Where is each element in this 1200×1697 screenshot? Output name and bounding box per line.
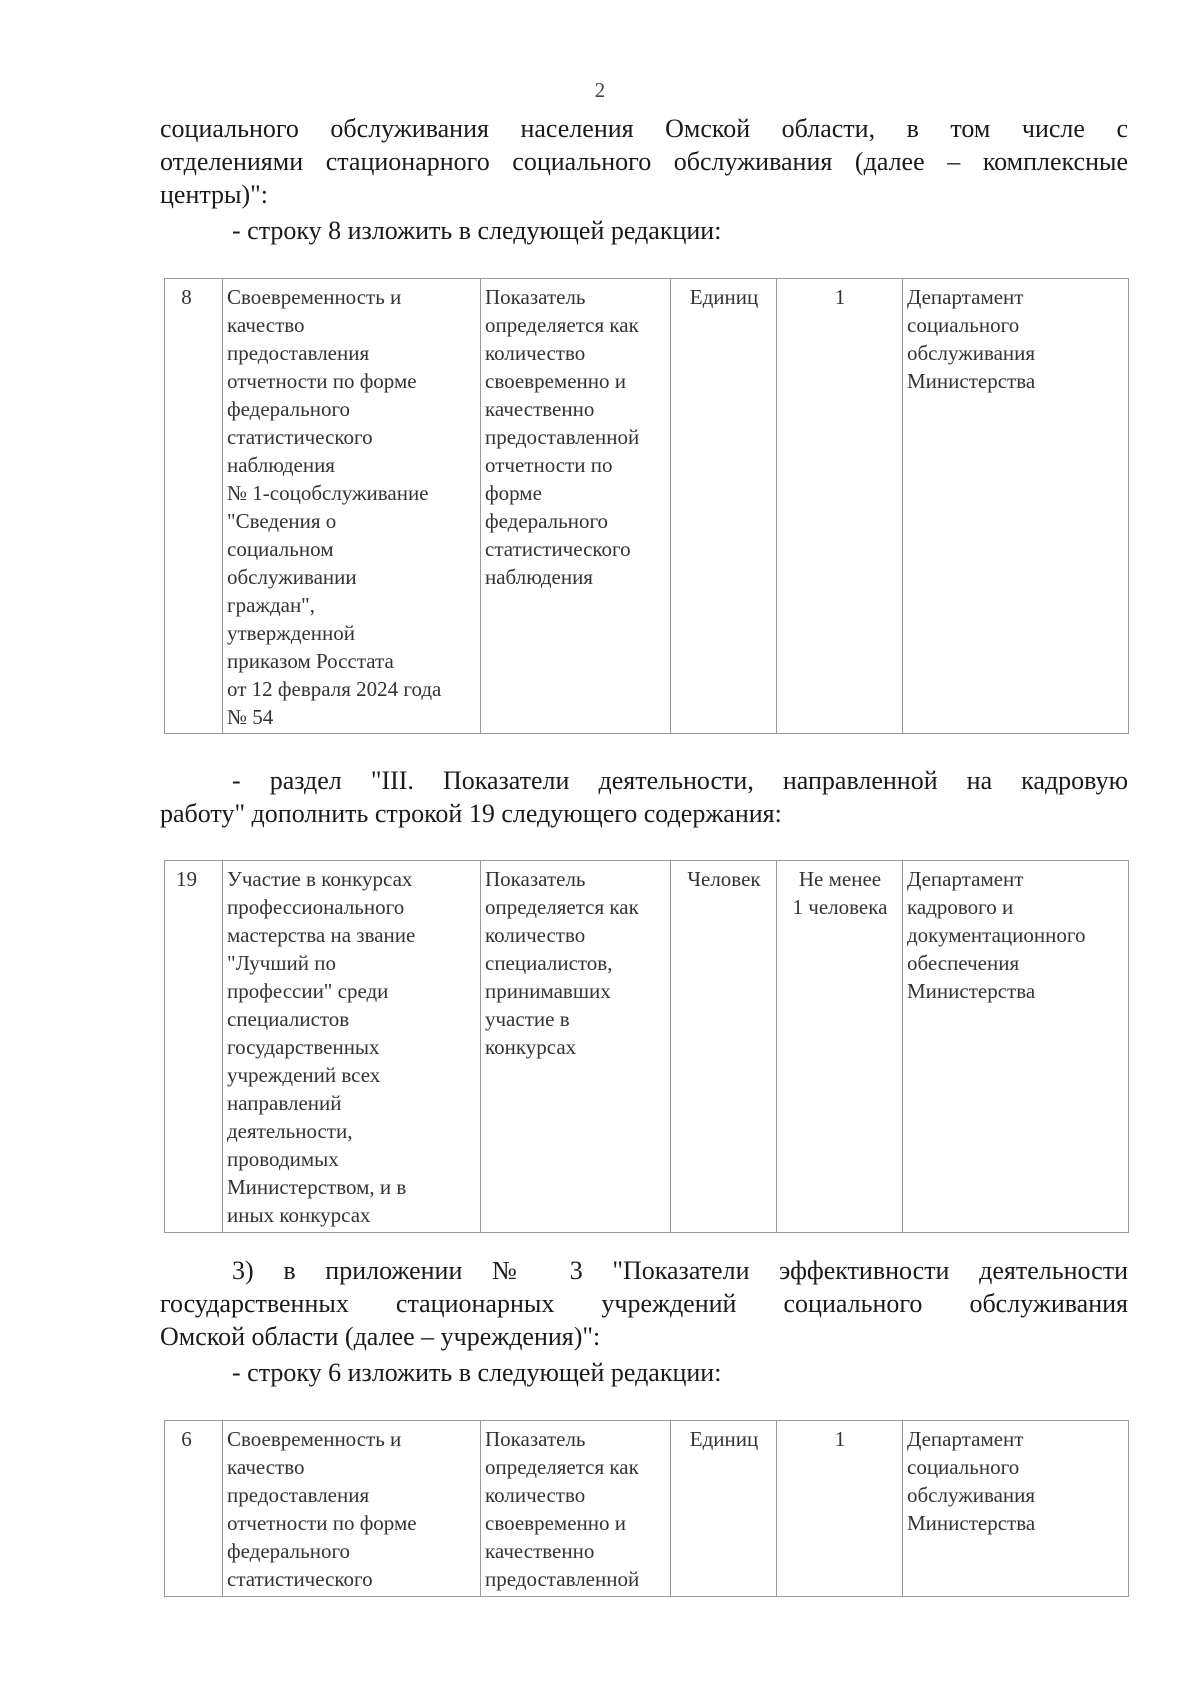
table-row-19 [164,860,1129,1233]
table-row-8 [164,278,1129,734]
cell-text: Министерства [907,979,1036,1003]
cell-text: Показатель [485,1427,586,1451]
cell-text: определяется как [485,313,639,337]
calculation-method-cell [481,279,671,734]
indicator-name-cell [223,279,481,734]
cell-text: количество [485,923,586,947]
cell-text: своевременно и [485,369,626,393]
cell-text: Департамент [907,1427,1024,1451]
cell-text: кадрового и [907,895,1014,919]
cell-text: мастерства на звание [227,923,416,947]
intro-line: социального обслуживания населения Омской области, в том числе с [160,114,1128,143]
cell-text: наблюдения [227,453,335,477]
cell-text: учреждений всех [227,1063,381,1087]
cell-text: качество [227,313,305,337]
cell-text: Своевременность и [227,1427,402,1451]
intro-line: отделениями стационарного социального обслуживания (далее – комплексные [160,147,1128,176]
cell-text: Своевременность и [227,285,402,309]
cell-text: "Сведения о [227,509,337,533]
cell-text: специалистов, [485,951,613,975]
page-number: 2 [594,78,606,102]
cell-text: утвержденной [227,621,356,645]
cell-text: принимавших [485,979,611,1003]
cell-text: федерального [485,509,609,533]
cell-text: статистического [227,425,373,449]
cell-text: Участие в конкурсах [227,867,413,891]
unit-cell: Единиц [671,1421,777,1597]
value-cell [777,861,903,1233]
cell-text: статистического [485,537,631,561]
cell-text: отчетности по [485,453,613,477]
cell-text: отчетности по форме [227,1511,417,1535]
cell-text: предоставления [227,341,370,365]
row-number-cell: 6 [165,1421,223,1597]
instruction-row-6: - строку 6 изложить в следующей редакции: [232,1358,722,1387]
cell-text: предоставленной [485,1567,640,1591]
section-line: Омской области (далее – учреждения)": [160,1322,601,1351]
cell-text: определяется как [485,1455,639,1479]
cell-text: "Лучший по [227,951,336,975]
cell-text: Не менее [798,867,882,891]
calculation-method-cell [481,1421,671,1597]
cell-text: социального [907,1455,1020,1479]
section-line: работу" дополнить строкой 19 следующего содержания: [160,799,782,828]
cell-text: определяется как [485,895,639,919]
value-cell: 1 [777,279,903,734]
department-cell [903,861,1129,1233]
cell-text: Показатель [485,867,586,891]
cell-text: деятельности, [227,1119,353,1143]
cell-text: социального [907,313,1020,337]
section-line: 3) в приложении № 3 "Показатели эффективности деятельности [232,1256,1128,1285]
appendix-3-paragraph [160,1254,1128,1353]
cell-text: конкурсах [485,1035,577,1059]
cell-text: предоставленной [485,425,640,449]
cell-text: Министерством, и в [227,1175,407,1199]
section-line: государственных стационарных учреждений социального обслуживания [160,1289,1128,1318]
cell-text: Департамент [907,285,1024,309]
indicator-name-cell [223,861,481,1233]
cell-text: Департамент [907,867,1024,891]
cell-text: качество [227,1455,305,1479]
table-row [165,861,1129,1233]
row-number-cell: 19 [165,861,223,1233]
cell-text: Министерства [907,369,1036,393]
section-3-paragraph [160,764,1128,830]
cell-text: № 54 [227,705,274,729]
cell-text: статистического [227,1567,373,1591]
cell-text: Министерства [907,1511,1036,1535]
cell-text: социальном [227,537,334,561]
section-line: - раздел "III. Показатели деятельности, направленной на кадровую [232,766,1128,795]
cell-text: форме [485,481,542,505]
unit-cell: Человек [671,861,777,1233]
cell-text: проводимых [227,1147,339,1171]
table-row [165,279,1129,734]
cell-text: профессии" среди [227,979,389,1003]
intro-paragraph [160,112,1128,211]
cell-text: предоставления [227,1483,370,1507]
cell-text: обслуживания [907,1483,1036,1507]
cell-text: Показатель [485,285,586,309]
cell-text: наблюдения [485,565,593,589]
department-cell [903,279,1129,734]
cell-text: обеспечения [907,951,1020,975]
row-number-cell: 8 [165,279,223,734]
intro-line: центры)": [160,180,269,209]
cell-text: количество [485,341,586,365]
table-row [165,1421,1129,1597]
cell-text: федерального [227,397,351,421]
cell-text: обслуживания [907,341,1036,365]
cell-text: направлений [227,1091,342,1115]
unit-cell: Единиц [671,279,777,734]
cell-text: качественно [485,397,595,421]
instruction-row-8: - строку 8 изложить в следующей редакции: [232,216,722,245]
cell-text: граждан", [227,593,316,617]
table-row-6 [164,1420,1129,1597]
indicator-name-cell [223,1421,481,1597]
department-cell [903,1421,1129,1597]
value-cell: 1 [777,1421,903,1597]
cell-text: документационного [907,923,1086,947]
cell-text: качественно [485,1539,595,1563]
calculation-method-cell [481,861,671,1233]
cell-text: профессионального [227,895,405,919]
cell-text: 1 человека [792,895,888,919]
cell-text: федерального [227,1539,351,1563]
cell-text: обслуживании [227,565,357,589]
cell-text: участие в [485,1007,570,1031]
cell-text: своевременно и [485,1511,626,1535]
cell-text: приказом Росстата [227,649,394,673]
cell-text: количество [485,1483,586,1507]
cell-text: иных конкурсах [227,1203,371,1227]
cell-text: от 12 февраля 2024 года [227,677,442,701]
cell-text: № 1-соцобслуживание [227,481,429,505]
cell-text: государственных [227,1035,380,1059]
cell-text: специалистов [227,1007,350,1031]
cell-text: отчетности по форме [227,369,417,393]
